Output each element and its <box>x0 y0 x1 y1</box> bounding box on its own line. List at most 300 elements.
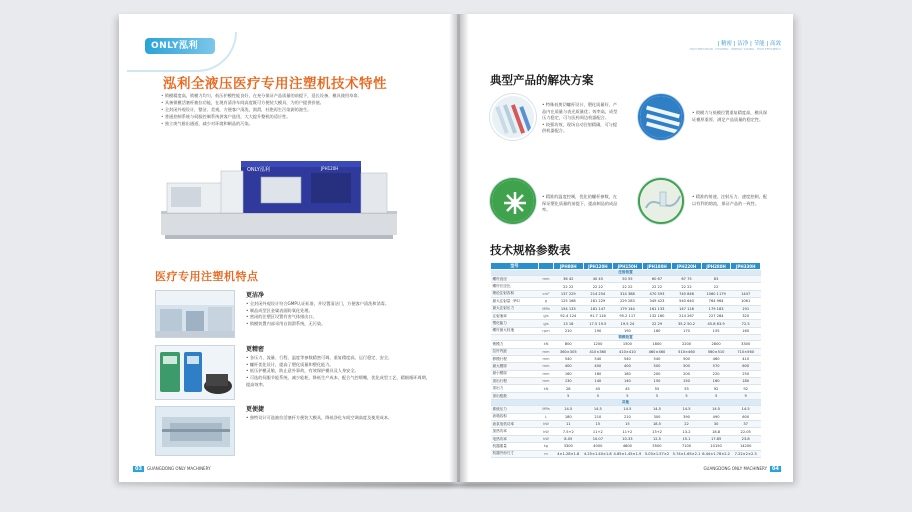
product-image-connectors <box>490 178 536 224</box>
spec-value: 470 593 <box>642 290 672 297</box>
spec-value: 214 254 <box>583 290 613 297</box>
spec-row <box>491 435 761 442</box>
spec-value: 160 <box>701 378 731 385</box>
spec-value: 13 18 <box>554 320 584 327</box>
spec-value: 10.07 <box>583 435 613 442</box>
spec-value: 560×510 <box>701 348 731 355</box>
spec-value: 180 <box>613 370 643 377</box>
spec-value: 13+2 <box>642 428 672 435</box>
spec-value: 4×1.28×1.8 <box>554 450 584 457</box>
spec-row <box>491 363 761 370</box>
spec-value <box>731 276 761 283</box>
spec-value: 540 <box>554 355 584 362</box>
spec-header-cell: JPH150H <box>613 263 643 270</box>
page-title: 泓利全液压医疗专用注塑机技术特性 <box>163 76 387 92</box>
product-line: • 精准的温度控制，优化的螺杆参数，在保证塑化质量的前提下，提高制品的成品率。 <box>542 194 620 214</box>
spec-unit: mm <box>539 348 554 355</box>
spec-header-cell: JPH220H <box>672 263 702 270</box>
spec-value: 10.33 <box>613 435 643 442</box>
spec-row <box>491 413 761 420</box>
spec-header-cell: 型号 <box>491 263 539 270</box>
spec-param-name: 移模行程 <box>491 355 539 362</box>
spec-unit <box>539 392 554 399</box>
servo-motor-photo <box>155 345 235 400</box>
spec-value: 160 <box>554 370 584 377</box>
spec-value: 19.5 24 <box>613 320 643 327</box>
spec-value: 4.65×1.45×1.9 <box>613 451 642 456</box>
right-page <box>460 14 793 482</box>
feature-line: • 低压护模灵敏，防止意外事故，有效保护模具及人身安全。 <box>246 368 431 375</box>
spec-section-label: 注射装置 <box>491 270 761 276</box>
spec-value: 540 <box>642 355 672 362</box>
spec-value: 4.25×1.40×1.8 <box>583 451 612 456</box>
spec-value: 190 <box>583 327 613 334</box>
spec-value: 210 <box>554 327 584 334</box>
spec-value: 5 <box>554 392 584 399</box>
spec-row <box>491 290 761 297</box>
spec-value: 7100 <box>672 443 702 450</box>
left-page <box>119 14 457 482</box>
spec-value: 170 <box>672 327 702 334</box>
spec-value: 14.5 <box>583 406 613 413</box>
spec-param-name: 顶出行程 <box>491 378 539 385</box>
spec-value: 150 <box>642 378 672 385</box>
spec-value: 14.5 <box>554 406 584 413</box>
spec-value: 14200 <box>731 443 761 450</box>
brand-logo: ONLY泓利 <box>145 38 215 54</box>
spec-value: 140 <box>613 378 643 385</box>
spec-param-name: 顶出力 <box>491 385 539 392</box>
cleanroom-photo <box>155 290 235 338</box>
spec-value: 300 <box>642 413 672 420</box>
product-description-3 <box>542 194 620 214</box>
spec-value: 390 <box>672 413 702 420</box>
spec-row <box>491 392 761 399</box>
spec-param-name: 机器外形尺寸 <box>491 450 539 457</box>
spec-value: 5500 <box>642 443 672 450</box>
spec-value: 92 <box>731 385 761 392</box>
spec-param-name: 螺杆直径 <box>491 276 539 283</box>
spec-value: 400 <box>583 363 613 370</box>
section-title: 医疗专用注塑机特点 <box>155 270 259 283</box>
spec-value: 6.44×1.78×2.2 <box>702 451 730 456</box>
spec-table <box>490 262 761 458</box>
spec-param-name: 螺杆最大转速 <box>491 327 539 334</box>
spec-row <box>491 428 761 435</box>
spec-value: 540 640 <box>672 298 702 305</box>
spec-value: 180 <box>731 378 761 385</box>
spec-row <box>491 312 761 319</box>
spec-header-cell: JPH80H <box>554 263 584 270</box>
spec-value: 18.8 <box>701 428 731 435</box>
spec-value: 55 <box>642 385 672 392</box>
spec-value: 7.22×2×2.3 <box>731 450 761 457</box>
spec-value: 4800 <box>613 443 643 450</box>
spec-value: 9 <box>731 392 761 399</box>
spec-value: 229 283 <box>613 298 643 305</box>
spec-value: 132 160 <box>642 312 672 319</box>
spec-value: 14.5 <box>731 406 761 413</box>
spec-value: 200 <box>642 370 672 377</box>
spec-value: 72.5 <box>731 320 761 327</box>
spec-row <box>491 443 761 450</box>
spec-value: 155 <box>701 327 731 334</box>
spec-value: 22 <box>672 421 702 428</box>
spec-value: 740 846 <box>672 290 702 297</box>
spec-row <box>491 406 761 413</box>
spec-value: 227 284 <box>701 312 731 319</box>
spec-value: 800 <box>554 341 584 348</box>
spec-unit: g <box>539 298 554 305</box>
spec-param-name: 顶出根数 <box>491 392 539 399</box>
spec-value: 17.5 19.5 <box>583 320 613 327</box>
spec-value: 3300 <box>731 341 761 348</box>
bullet-item: • 锁模精度高，锁模力均匀，低压护模性能良好，在充分保证产品质量的前提下，延长设备、模具使用寿命。 <box>161 92 421 99</box>
spec-value: 15 <box>583 421 613 428</box>
spec-value: 40 45 <box>583 276 613 283</box>
spec-value: 15 <box>613 421 643 428</box>
spec-row <box>491 305 761 312</box>
spec-value: 1060 1179 <box>701 290 731 297</box>
spec-value: 140 <box>583 378 613 385</box>
spec-value: 11 <box>554 421 584 428</box>
right-footer <box>703 466 781 472</box>
spec-value: 23.8 <box>731 435 761 442</box>
spec-param-name: 注射速率 <box>491 312 539 319</box>
feature-bullets <box>161 92 421 127</box>
spec-value: 28 <box>554 385 584 392</box>
spec-value: 5 <box>701 392 731 399</box>
spec-row <box>491 276 761 283</box>
spec-unit: MPa <box>539 406 554 413</box>
product-description-1 <box>542 102 620 135</box>
feature-line: • 制品成型区金属表面防氧化处理。 <box>246 308 431 315</box>
spec-value: 18.5 <box>642 421 672 428</box>
spec-param-name: 螺杆长径比 <box>491 283 539 290</box>
spec-value: 160 <box>731 327 761 334</box>
spec-value: 3300 <box>554 443 584 450</box>
spec-value: 410×410 <box>613 348 643 355</box>
tagline-subtext: HIGH PRECISION · HYGIENIC · ENERGY SAVING · HIGH EFFICIENCY <box>689 47 781 51</box>
spec-value: 4000 <box>583 443 613 450</box>
spec-row <box>491 355 761 362</box>
spec-row <box>491 370 761 377</box>
spec-unit: L <box>539 413 554 420</box>
machine-model-label: JPH120H <box>321 166 339 171</box>
spec-value: 14.5 <box>613 406 643 413</box>
spec-value: 500 <box>642 363 672 370</box>
spec-unit: mm <box>539 370 554 377</box>
spec-param-name: 塑化能力 <box>491 320 539 327</box>
spec-body <box>491 270 761 458</box>
spec-unit: m <box>539 450 554 457</box>
spec-value: 160 <box>642 327 672 334</box>
spec-value: 2200 <box>672 341 702 348</box>
spec-value: 92 <box>701 385 731 392</box>
spec-param-name: 油箱容积 <box>491 413 539 420</box>
spec-section-label: 其他 <box>491 400 761 406</box>
spec-value: 600 <box>731 413 761 420</box>
spec-row <box>491 341 761 348</box>
product-line: • 较强功效，现场自动注射精确，可与提供机器配合。 <box>542 122 620 135</box>
spec-value: 181 229 <box>583 298 613 305</box>
spec-title: 技术规格参数表 <box>490 243 571 257</box>
tie-bar-photo <box>155 406 235 456</box>
spec-value: 22 22 <box>672 283 702 290</box>
spec-value: 22 22 <box>583 283 613 290</box>
spec-value: 45 <box>613 385 643 392</box>
spec-value: 35.2 50.2 <box>672 320 702 327</box>
spec-unit: kg <box>539 443 554 450</box>
spec-value: 5 <box>583 392 613 399</box>
spec-value: 5 <box>672 392 702 399</box>
spec-param-name: 最大注射量（PS） <box>491 298 539 305</box>
spec-value: 460×460 <box>642 348 672 355</box>
spec-value: 45.8 63.9 <box>701 320 731 327</box>
spec-unit <box>539 283 554 290</box>
spec-value: 22 22 <box>554 283 584 290</box>
spec-value: 1061 <box>731 298 761 305</box>
spec-unit: mm <box>539 276 554 283</box>
spec-value: 191 <box>731 305 761 312</box>
spec-unit: mm <box>539 355 554 362</box>
feature-precise <box>246 347 431 389</box>
spec-param-name: 系统压力 <box>491 406 539 413</box>
spec-unit: g/s <box>539 312 554 319</box>
spec-header-row <box>491 263 761 270</box>
spec-value: 22.05 <box>731 428 761 435</box>
spec-value: 125 168 <box>554 298 584 305</box>
spec-value: 314 388 <box>613 290 643 297</box>
spec-value: 179 144 <box>613 305 643 312</box>
spec-value: 220 <box>701 370 731 377</box>
spec-value: 130 <box>554 378 584 385</box>
page-number: 04 <box>772 466 779 472</box>
spec-value: 67 75 <box>672 276 702 283</box>
spec-value <box>731 283 761 290</box>
spec-value: 160 <box>583 370 613 377</box>
spec-row <box>491 320 761 327</box>
product-image-syringes <box>638 94 684 140</box>
spec-unit: kN <box>539 341 554 348</box>
spec-unit: kW <box>539 428 554 435</box>
spec-unit: kW <box>539 435 554 442</box>
spec-param-name: 最大模厚 <box>491 363 539 370</box>
spec-param-name: 最大注射压力 <box>491 305 539 312</box>
spec-value: 150 <box>672 378 702 385</box>
product-description-2 <box>692 110 770 123</box>
spec-value: 490 <box>701 413 731 420</box>
spec-value: 500 <box>672 355 702 362</box>
spec-value: 510×460 <box>672 348 702 355</box>
product-description-4 <box>692 194 770 207</box>
spec-row <box>491 450 761 457</box>
spec-unit: cm³ <box>539 290 554 297</box>
spec-value: 764 964 <box>701 298 731 305</box>
spec-value: 210 <box>613 413 643 420</box>
spec-row <box>491 421 761 428</box>
spec-value: 5.74×1.65×2.1 <box>672 451 701 456</box>
spec-value: 11+2 <box>583 428 613 435</box>
spec-value: 91.7 116 <box>583 312 613 319</box>
spec-value: 5 <box>613 392 643 399</box>
spec-header-cell: JPH280H <box>701 263 731 270</box>
spec-value: 1800 <box>642 341 672 348</box>
spec-header-cell: JPH180H <box>642 263 672 270</box>
spec-header-cell: JPH120H <box>583 263 613 270</box>
spec-value: 83 <box>701 276 731 283</box>
spec-param-name: 理论注射容积 <box>491 290 539 297</box>
feature-line: • 可选的伺服节能系统，减少能耗，降低生产成本，配合气控喷嘴，优化成型工艺，精细循环周期，提高效率。 <box>246 375 431 389</box>
spec-header-cell <box>539 263 554 270</box>
feature-line: • 全封闭外观设计符合GMP认证标准，并设置清洁门，方便客户清洗和消毒。 <box>246 301 431 308</box>
spec-value: 14.5 <box>642 406 672 413</box>
spec-param-name: 机器重量 <box>491 443 539 450</box>
feature-line: • 螺杆优化设计，提高了塑化质量和塑化能力。 <box>246 362 431 369</box>
product-line: • 锁模力与低模位置重复精度高，模具保证模厚重厚，满足产品质量的稳定性。 <box>692 110 770 123</box>
spec-unit: MPa <box>539 305 554 312</box>
spec-param-name: 电热功率 <box>491 435 539 442</box>
spec-value: 11+2 <box>613 428 643 435</box>
spec-value: 137 229 <box>554 290 584 297</box>
footer-company: GUANGDONG ONLY MACHINERY <box>146 466 211 471</box>
tagline: | 精密 | 洁净 | 节能 | 高效 <box>717 41 781 47</box>
spec-value: 190 <box>613 327 643 334</box>
spec-value: 210 <box>583 413 613 420</box>
injection-machine-image <box>161 153 397 245</box>
product-line: • 特殊低剪切螺杆设计，塑化质量好，产品内在质量与表光质量优；效率高，成型压力稳定，可与医药周边机器配合。 <box>542 102 620 122</box>
spec-row <box>491 283 761 290</box>
spec-unit: g/s <box>539 320 554 327</box>
spec-value: 400 <box>554 363 584 370</box>
feature-line: • 密闭的注塑区设置有害气体排出口。 <box>246 314 431 321</box>
spec-value: 12.5 <box>642 435 672 442</box>
left-footer <box>133 466 211 472</box>
spec-value: 1500 <box>613 341 643 348</box>
spec-value: 37 <box>731 421 761 428</box>
spec-unit: mm <box>539 363 554 370</box>
spec-header-cell: JPH330H <box>731 263 761 270</box>
spec-value: 5.03×1.57×2 <box>642 450 672 457</box>
spec-value: 5 <box>642 392 672 399</box>
spec-value: 181 147 <box>583 305 613 312</box>
spec-value: 360×305 <box>554 348 584 355</box>
feature-line: • 各压力、流量、行程、温度等参数精密可调，重复精度高，运行稳定、安全。 <box>246 355 431 362</box>
spec-value: 45 <box>583 385 613 392</box>
spec-unit: kW <box>539 421 554 428</box>
spec-value: 36 42 <box>554 276 584 283</box>
bullet-item: • 全封闭外观设计，整洁、美观，方便客户清洗，润滑，杜绝再生污染源的滋生。 <box>161 106 421 113</box>
spec-row <box>491 348 761 355</box>
spec-value: 95.2 117 <box>613 312 643 319</box>
product-image-tubes <box>490 94 536 140</box>
spec-value: 180 <box>554 413 584 420</box>
feature-line: • 独特设计可选抽拉活塞杆方便装大模具，降低净化车间空调高度及使用成本。 <box>246 415 431 422</box>
spec-value: 13.2 <box>672 428 702 435</box>
spec-value: 147 118 <box>672 305 702 312</box>
machine-brand-label: ONLY泓利 <box>247 167 270 173</box>
spec-value: 320 <box>731 312 761 319</box>
feature-convenient <box>246 407 431 422</box>
spec-value: 92.4 124 <box>554 312 584 319</box>
spec-value: 410×360 <box>583 348 613 355</box>
feature-heading: 更便捷 <box>246 406 265 413</box>
spec-value: 14.5 <box>701 406 731 413</box>
spec-value: 200 <box>672 370 702 377</box>
spec-unit: mm <box>539 378 554 385</box>
spec-value: 60 67 <box>642 276 672 283</box>
spec-param-name: 拉杆内距 <box>491 348 539 355</box>
spec-value: 1200 <box>583 341 613 348</box>
footer-company: GUANGDONG ONLY MACHINERY <box>703 466 768 471</box>
spec-value: 15.1 <box>672 435 702 442</box>
spec-value: 22 22 <box>642 283 672 290</box>
spec-value: 500 <box>672 363 702 370</box>
spec-value: 161 133 <box>642 305 672 312</box>
spec-section-label: 锁模装置 <box>491 335 761 341</box>
spec-value: 570 <box>701 363 731 370</box>
solutions-title: 典型产品的解决方案 <box>490 73 594 87</box>
spec-value: 22 22 <box>613 283 643 290</box>
spec-value: 1447 <box>731 290 761 297</box>
spec-value: 14.5 <box>672 406 702 413</box>
product-line: • 精准的射速、注射压力、速度控制，配以有利的熔流，保证产品的一致性。 <box>692 194 770 207</box>
spec-value: 179 183 <box>701 305 731 312</box>
feature-heading: 更精密 <box>246 346 265 353</box>
spec-value: 154 133 <box>554 305 584 312</box>
spec-value: 55 <box>672 385 702 392</box>
spec-value: 349 423 <box>642 298 672 305</box>
spec-row <box>491 327 761 334</box>
feature-line: • 锁模装置内部采用自润滑系统，无污染。 <box>246 321 431 328</box>
spec-value: 22 29 <box>642 320 672 327</box>
spec-value: 17.85 <box>701 435 731 442</box>
spec-value: 2800 <box>701 341 731 348</box>
bullet-item: • 普通控制系统与伺服控制系统供客户选用，大大提升整机的适应性。 <box>161 113 421 120</box>
spec-value: 410 <box>731 355 761 362</box>
spec-value: 22 <box>701 283 731 290</box>
spec-value: 460 <box>701 355 731 362</box>
spec-param-name: 油泵电机功率 <box>491 421 539 428</box>
bullet-item: • 独立废气排出通道，减少对环境和制品的污染。 <box>161 120 421 127</box>
spec-value: 8.05 <box>554 435 584 442</box>
spec-unit: kN <box>539 385 554 392</box>
spec-value: 30 <box>701 421 731 428</box>
spec-value: 400 <box>613 363 643 370</box>
spec-value: 540 <box>583 355 613 362</box>
spec-value: 50 55 <box>613 276 643 283</box>
bullet-item: • 具备锁模活塞杆抽拉功能，在现有清净车间高度既可方便装大模具，为用户提供价值。 <box>161 99 421 106</box>
spec-row <box>491 298 761 305</box>
spec-unit: rpm <box>539 327 554 334</box>
spec-row <box>491 378 761 385</box>
spec-value: 10150 <box>701 443 731 450</box>
product-image-iv-set <box>638 178 684 224</box>
spec-value: 540 <box>613 355 643 362</box>
spec-value: 250 <box>731 370 761 377</box>
page-number: 03 <box>135 466 142 472</box>
spec-param-name: 锁模力 <box>491 341 539 348</box>
spec-param-name: 最小模厚 <box>491 370 539 377</box>
spec-row <box>491 385 761 392</box>
spec-value: 600 <box>731 363 761 370</box>
spec-value: 7.5+2 <box>554 428 584 435</box>
spec-value: 214 267 <box>672 312 702 319</box>
feature-clean <box>246 293 431 328</box>
spec-param-name: 加热功率 <box>491 428 539 435</box>
spec-value: 710×560 <box>731 348 761 355</box>
feature-heading: 更洁净 <box>246 292 265 299</box>
